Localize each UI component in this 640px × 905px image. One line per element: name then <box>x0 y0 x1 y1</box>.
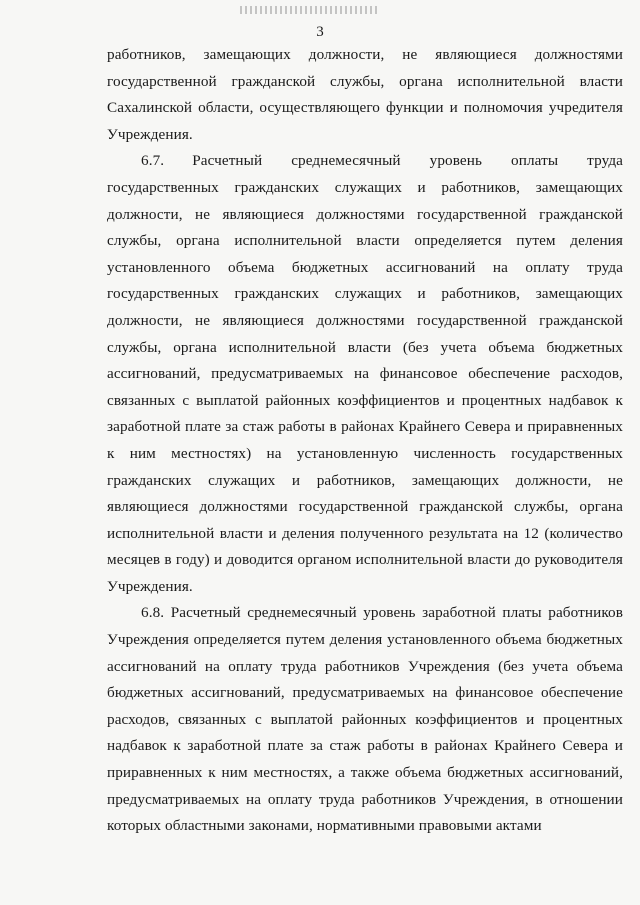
paragraph-text: работников, замещающих должности, не являющиеся должностями государственной гражданской службы, органа исполнительной власти Сахалинской области, осуществляющего функции и полномочия учредителя Учреждения. <box>107 46 623 143</box>
paragraph-text: Расчетный среднемесячный уровень заработной платы работников Учреждения определяется путем деления установленного объема бюджетных ассигнований на оплату труда работников Учреждения (без учета объема бюджетных ассигнований, предусматриваемых на финансовое обеспечение расходов, связанных с выплатой районных коэффициентов и процентных надбавок к заработной плате за стаж работы в районах Крайнего Севера и приравненных к ним местностях, а также объема бюджетных ассигнований, предусматриваемых на оплату труда работников Учреждения, в отношении которых областными законами, нормативными правовыми актами <box>107 604 623 835</box>
paragraph-6-7 <box>107 148 623 600</box>
paragraph-6-8 <box>107 600 623 839</box>
clause-number: 6.7. <box>141 152 165 170</box>
scan-noise <box>240 6 380 14</box>
clause-number: 6.8. <box>141 604 165 622</box>
paragraph-text: Расчетный среднемесячный уровень оплаты труда государственных гражданских служащих и работников, замещающих должности, не являющиеся должностями государственной гражданской службы, органа исполнительной власти определяется путем деления установленного объема бюджетных ассигнований на оплату труда государственных гражданских служащих и работников, замещающих должности, не являющиеся должностями государственной гражданской службы, органа исполнительной власти (без учета объема бюджетных ассигнований, предусматриваемых на финансовое обеспечение расходов, связанных с выплатой районных коэффициентов и процентных надбавок к заработной плате за стаж работы в районах Крайнего Севера и приравненных к ним местностях) на установленную численность государственных гражданских служащих и работников, замещающих должности, не являющиеся должностями государственной гражданской службы, органа исполнительной власти и деления полученного результата на 12 (количество месяцев в году) и доводится органом исполнительной власти до руководителя Учреждения. <box>107 152 623 595</box>
document-body <box>107 42 623 840</box>
paragraph-continuation <box>107 42 623 148</box>
page-number: 3 <box>316 24 324 40</box>
